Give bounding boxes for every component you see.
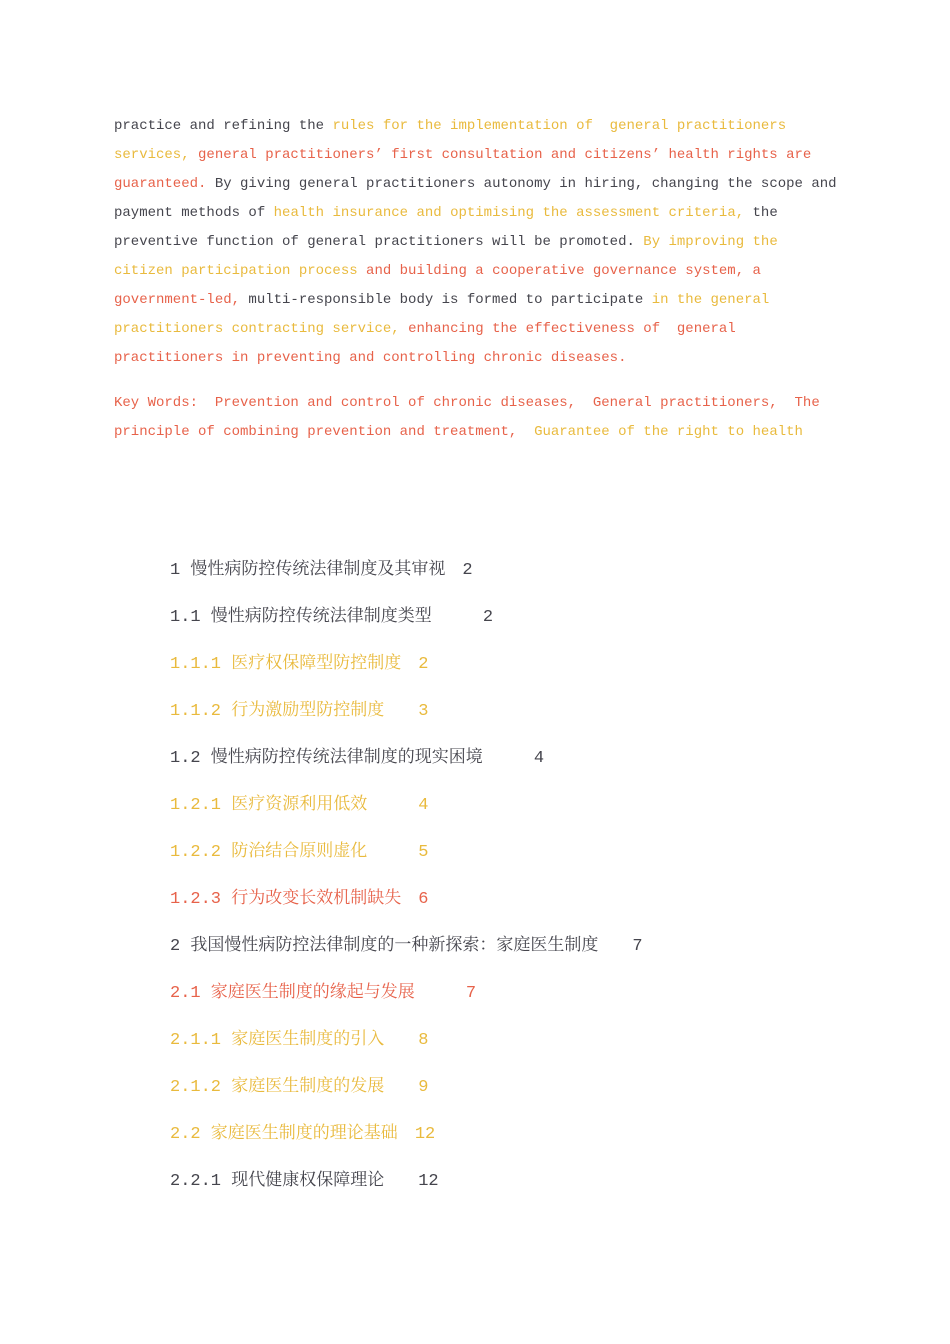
- toc-item: [170, 1064, 643, 1111]
- text-segment: practice and refining the: [114, 118, 333, 134]
- toc-item-label: 1.2.3 行为改变长效机制缺失: [170, 890, 402, 909]
- toc-item-gap: [415, 984, 466, 1003]
- toc-item: [170, 923, 643, 970]
- toc-item-label: 2.1.2 家庭医生制度的发展: [170, 1078, 385, 1097]
- toc-item-page: 5: [418, 843, 429, 862]
- text-segment: Guarantee of the right to health: [534, 424, 803, 440]
- abstract-paragraph: [114, 112, 845, 373]
- toc-item: [170, 1111, 643, 1158]
- text-segment: enhancing the effectiveness of general practitioners in preventing and controlling chronic diseases.: [114, 321, 745, 366]
- toc-item-page: 12: [414, 1125, 436, 1144]
- text-segment: Key Words: Prevention and control of chronic diseases, General practitioners, The principle of combining prevention and treatment,: [114, 395, 829, 440]
- toc-item: [170, 782, 643, 829]
- toc-item-label: 2 我国慢性病防控法律制度的一种新探索：家庭医生制度: [170, 937, 599, 956]
- toc-item-label: 1.1 慢性病防控传统法律制度类型: [170, 608, 432, 627]
- toc-item-page: 4: [533, 749, 545, 768]
- toc-item-label: 1.2 慢性病防控传统法律制度的现实困境: [170, 749, 483, 768]
- toc-item-gap: [401, 655, 418, 674]
- text-segment: rules for the implementation of general practitioners services,: [114, 118, 795, 163]
- toc-item-page: 7: [632, 937, 643, 956]
- toc-item-gap: [483, 749, 534, 768]
- toc-item-gap: [384, 1172, 418, 1191]
- toc-item: [170, 641, 643, 688]
- toc-item-page: 3: [418, 702, 429, 721]
- toc-item-label: 2.2.1 现代健康权保障理论: [170, 1172, 385, 1191]
- toc-item-label: 2.2 家庭医生制度的理论基础: [170, 1125, 398, 1144]
- toc-item: [170, 876, 643, 923]
- toc-list: [170, 547, 643, 1205]
- toc-item-label: 1 慢性病防控传统法律制度及其审视: [170, 561, 446, 580]
- toc-item-gap: [398, 1125, 415, 1144]
- toc-item-label: 1.2.2 防治结合原则虚化: [170, 843, 368, 862]
- toc-item-page: 8: [418, 1031, 429, 1050]
- toc-item: [170, 547, 643, 594]
- toc-item-label: 1.1.2 行为激励型防控制度: [170, 702, 385, 721]
- toc-item-label: 1.1.1 医疗权保障型防控制度: [170, 655, 402, 674]
- toc-item-page: 6: [418, 890, 429, 909]
- toc-item-page: 4: [418, 796, 429, 815]
- toc-item: [170, 1017, 643, 1064]
- toc-item-gap: [367, 796, 418, 815]
- keywords-paragraph: [114, 389, 838, 447]
- toc-item-label: 2.1.1 家庭医生制度的引入: [170, 1031, 385, 1050]
- text-segment: By improving the citizen participation process: [114, 234, 787, 279]
- text-segment: and building a cooperative governance system, a government-led,: [114, 263, 770, 308]
- toc-item-page: 9: [418, 1078, 429, 1097]
- toc-item-gap: [445, 561, 462, 580]
- text-segment: health insurance and optimising the assessment criteria,: [273, 205, 745, 221]
- text-segment: By giving general practitioners autonomy in hiring, changing the scope and payment methods of: [114, 176, 845, 221]
- toc-item-page: 7: [465, 984, 477, 1003]
- toc-item-gap: [401, 890, 418, 909]
- toc-item-gap: [598, 937, 632, 956]
- toc-item-gap: [384, 702, 418, 721]
- toc-item-page: 2: [418, 655, 429, 674]
- text-segment: in the general practitioners contracting service,: [114, 292, 778, 337]
- toc-item-gap: [367, 843, 418, 862]
- toc-item: [170, 829, 643, 876]
- text-segment: general practitioners’ first consultation and citizens’ health rights are guaranteed.: [114, 147, 820, 192]
- toc-item-gap: [384, 1078, 418, 1097]
- toc-item-page: 12: [418, 1172, 439, 1191]
- toc-item-label: 2.1 家庭医生制度的缘起与发展: [170, 984, 415, 1003]
- toc-item-page: 2: [482, 608, 494, 627]
- toc-item: [170, 735, 643, 782]
- toc-item: [170, 688, 643, 735]
- text-segment: the preventive function of general practitioners will be promoted.: [114, 205, 787, 250]
- toc-item: [170, 1158, 643, 1205]
- text-segment: multi-responsible body is formed to participate: [248, 292, 652, 308]
- toc-item-label: 1.2.1 医疗资源利用低效: [170, 796, 368, 815]
- toc-item-page: 2: [462, 561, 473, 580]
- toc-item-gap: [432, 608, 483, 627]
- toc-item: [170, 970, 643, 1017]
- toc-item: [170, 594, 643, 641]
- toc-item-gap: [384, 1031, 418, 1050]
